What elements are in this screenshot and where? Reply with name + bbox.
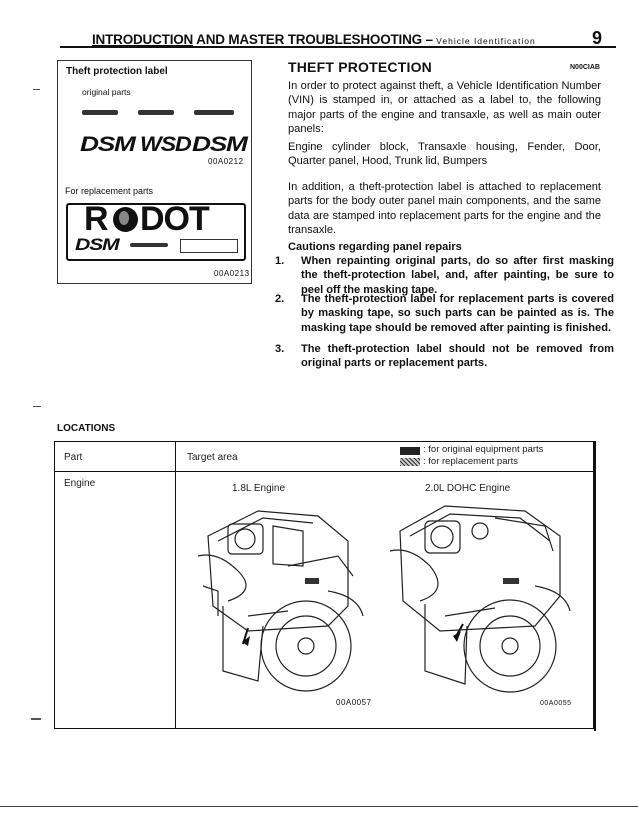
figure-code: 00A0057 [336,698,372,707]
engine-2-illustration [385,496,580,696]
header-title [92,32,536,47]
col-header-part: Part [64,452,83,463]
engine-2-label: 2.0L DOHC Engine [425,483,511,494]
label-blur-mark [194,110,234,115]
caution-number: 2. [275,293,285,305]
sticker-blank-field [180,239,238,253]
engine-1-label: 1.8L Engine [232,483,286,494]
margin-mark [33,406,41,407]
globe-icon [113,207,138,232]
sticker-letters: DOT [140,200,209,238]
margin-mark [31,718,41,720]
page-number: 9 [592,28,603,48]
caution-text: The theft-protection label should not be removed from original parts or replacement parts. [301,343,614,370]
legend-original-swatch [400,447,420,455]
table-column-divider [175,441,176,728]
caution-item [275,342,614,371]
caution-number: 1. [275,255,285,267]
table-header-divider [54,471,594,472]
replacement-parts-caption: For replacement parts [65,186,154,196]
header-subtitle: Vehicle Identification [432,36,536,46]
engine-1-illustration [188,496,378,696]
page-bottom-rule [0,806,638,807]
dsm-logo: DSM [192,133,247,156]
dsm-logo: DSM [80,133,135,156]
caution-text: The theft-protection label for replacement parts is covered by masking tape, so such parts can be painted as is. The masking tape should be removed after painting is finished. [301,293,614,334]
legend-replacement-swatch [400,458,420,466]
col-header-target-area: Target area [187,452,238,463]
locations-heading: LOCATIONS [57,423,116,434]
theft-label-title: Theft protection label [66,66,168,77]
label-blur-mark [138,110,174,115]
caution-item [275,254,614,297]
header-title-main-1: INTRODUCTION [92,32,194,47]
theft-para-2: Engine cylinder block, Transaxle housing, Fender, Door, Quarter panel, Hood, Trunk lid, Bumpers [288,141,601,168]
caution-text: When repainting original parts, do so after first masking the theft-protection label, and, after painting, be sure to peel off the masking tape. [301,255,614,296]
theft-para-3: In addition, a theft-protection label is attached to replacement parts for the body outer panel main components, and the same data are stamped into replacement parts for the engine and the transaxle. [288,181,601,236]
section-code: N00CIAB [570,64,600,71]
header-rule [60,46,616,48]
original-parts-caption: original parts [82,87,131,97]
table-right-edge [594,441,596,731]
target-area-marker [305,578,319,584]
caution-number: 3. [275,343,285,355]
figure-code: 00A0212 [208,157,244,166]
margin-mark [33,89,40,90]
sticker-letter: R [84,200,109,238]
header-title-main-2: AND MASTER TROUBLESHOOTING – [193,32,433,47]
target-area-marker [503,578,519,584]
figure-code: 00A0213 [214,269,250,278]
label-blur-mark [130,243,168,247]
cautions-heading: Cautions regarding panel repairs [288,241,462,253]
legend-replacement-text: : for replacement parts [423,456,519,467]
row-part-engine: Engine [64,478,96,489]
legend-original-text: : for original equipment parts [423,444,544,455]
figure-code: 00A0055 [540,700,572,707]
caution-item [275,292,614,335]
theft-protection-heading: THEFT PROTECTION [288,59,432,75]
theft-para-1: In order to protect against theft, a Vehicle Identification Number (VIN) is stamped in, or attached as a label to, the following major parts of the engine and transaxle, as well as main outer panels: [288,80,601,135]
sticker-dsm-logo: DSM [75,235,119,254]
wsd-logo: WSD [140,133,191,156]
label-blur-mark [82,110,118,115]
